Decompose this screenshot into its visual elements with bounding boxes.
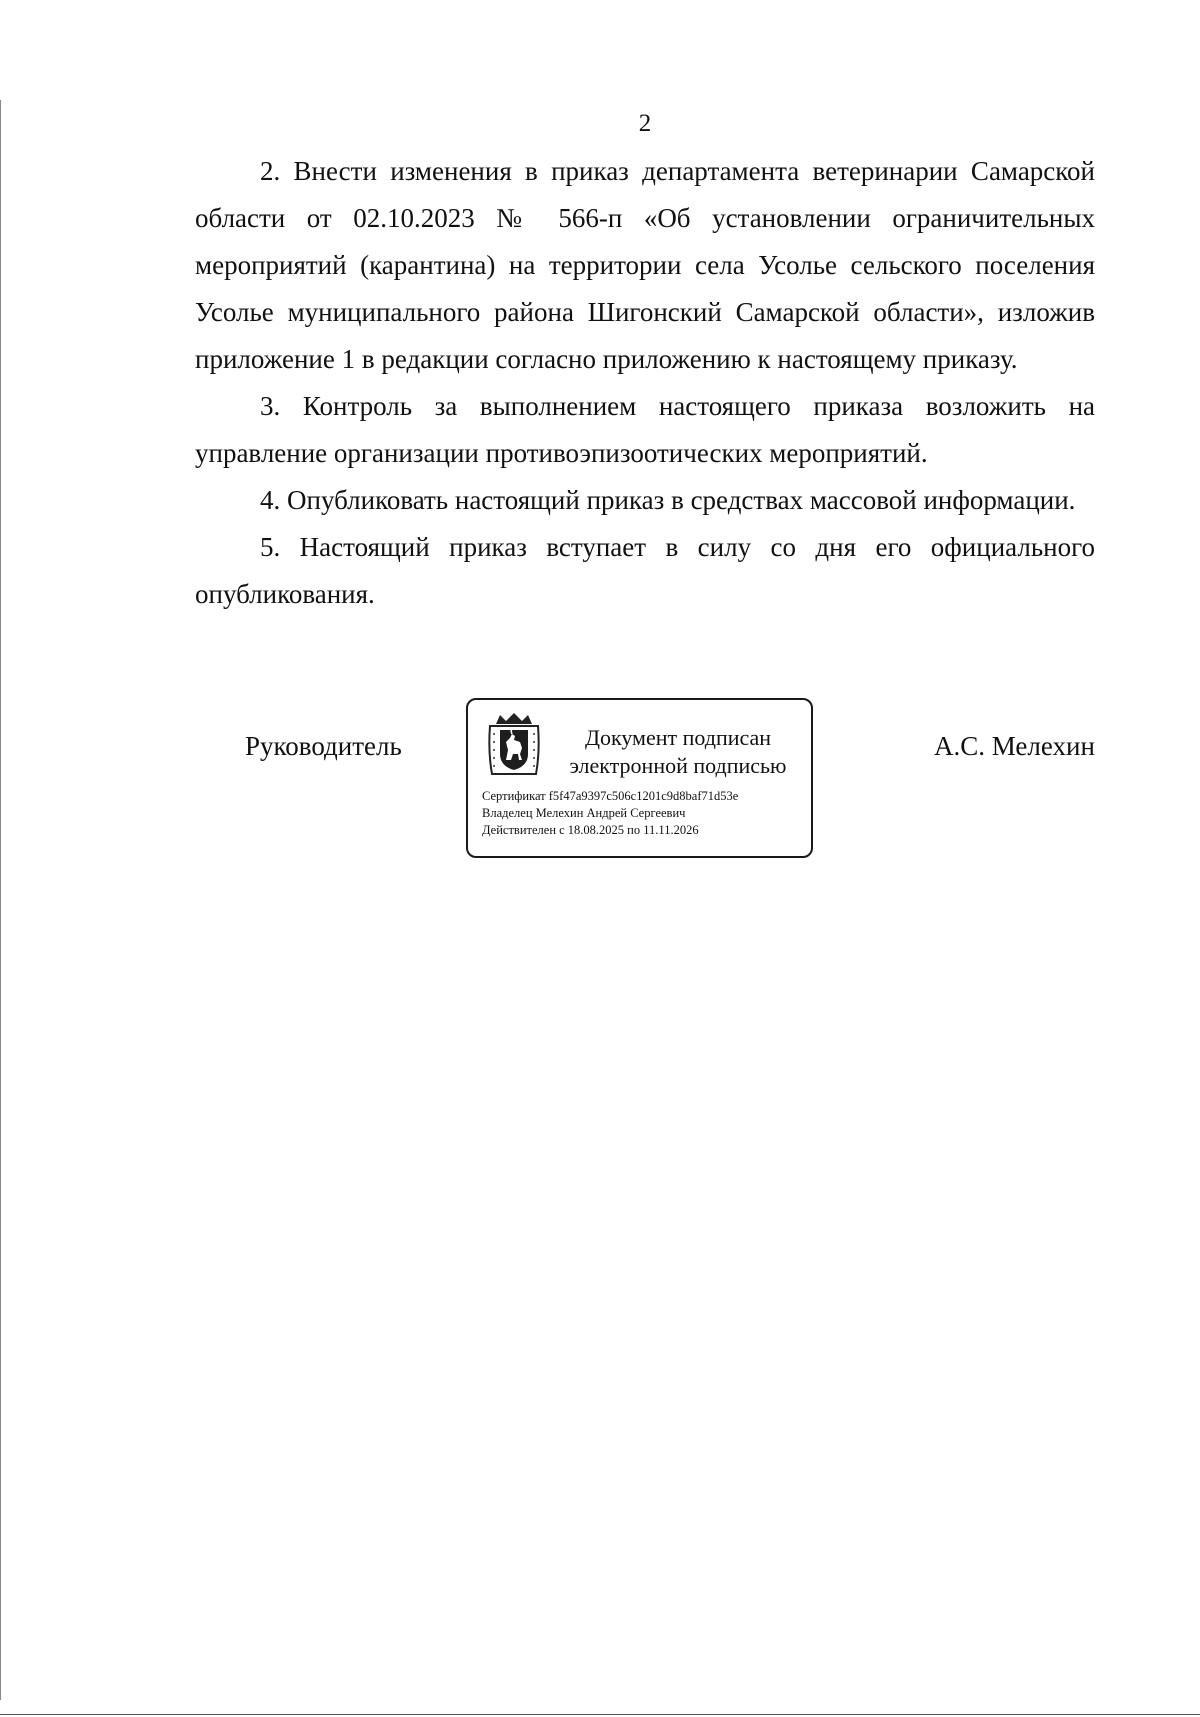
stamp-owner: Владелец Мелехин Андрей Сергеевич — [482, 806, 686, 820]
signer-name: А.С. Мелехин — [934, 731, 1095, 761]
paragraph-item-4: 4. Опубликовать настоящий приказ в средствах массовой информации. — [260, 485, 1076, 515]
scan-edge-bottom — [0, 1714, 1200, 1715]
signer-title: Руководитель — [245, 731, 402, 761]
electronic-signature-stamp — [466, 698, 813, 858]
stamp-certificate: Сертификат f5f47a9397c506c1201c9d8baf71d53e — [482, 789, 739, 803]
paragraph-item-3: 3. Контроль за выполнением настоящего приказа возложить на управление организации противоэпизоотических мероприятий. — [195, 391, 1095, 468]
page-number: 2 — [638, 110, 652, 137]
paragraph-item-2: 2. Внести изменения в приказ департамента ветеринарии Самарской области от 02.10.2023 № 566-п «Об установлении ограничительных мероприятий (карантина) на территории села Усолье сельского поселения Усолье муниципального района Шигонский Самарской области», изложив приложение 1 в редакции согласно приложению к настоящему приказу. — [195, 156, 1095, 374]
paragraph-item-5: 5. Настоящий приказ вступает в силу со дня его официального опубликования. — [195, 532, 1095, 609]
document-body — [195, 148, 1095, 618]
stamp-heading-line2: электронной подписью — [569, 753, 787, 778]
samara-region-coat-of-arms-icon — [486, 712, 542, 778]
scan-edge-left — [0, 100, 1, 1700]
stamp-details — [482, 788, 738, 839]
stamp-heading — [558, 724, 798, 780]
stamp-validity: Действителен с 18.08.2025 по 11.11.2026 — [482, 823, 699, 837]
stamp-heading-line1: Документ подписан — [584, 725, 772, 750]
